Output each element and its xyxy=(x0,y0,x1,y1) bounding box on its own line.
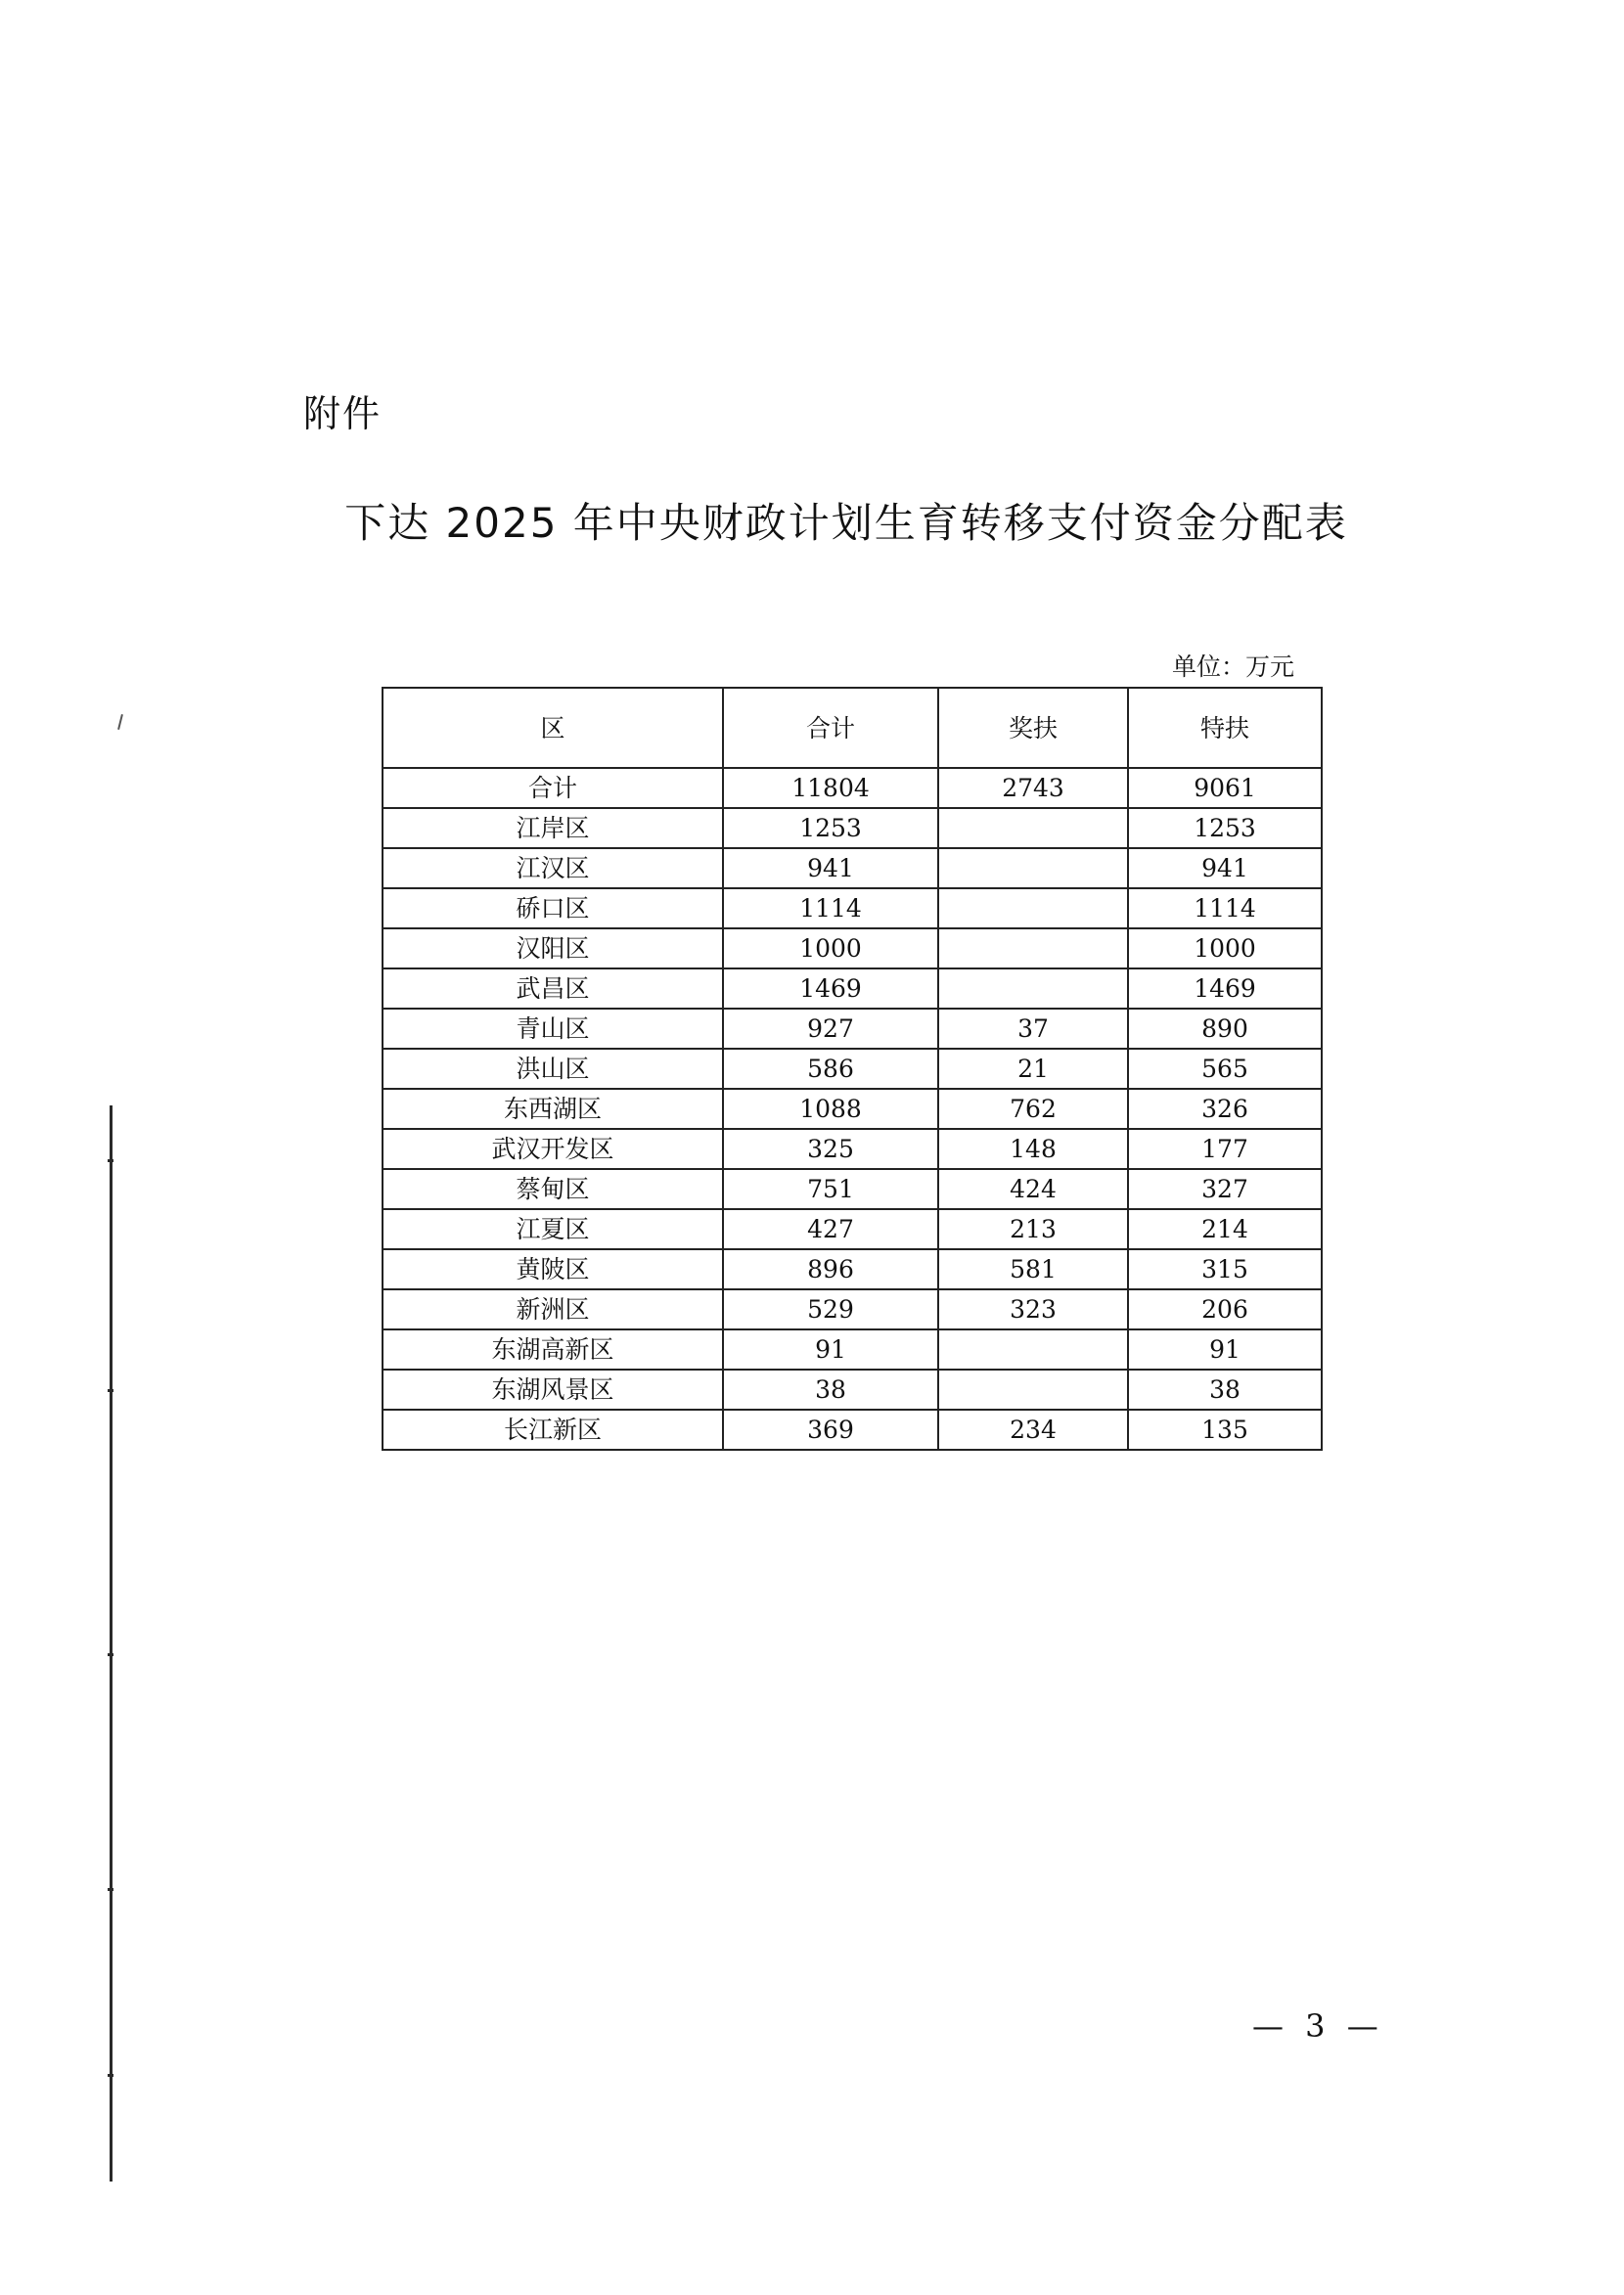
cell-district: 武昌区 xyxy=(383,968,723,1009)
table-row xyxy=(383,1249,1322,1289)
cell-special-support: 38 xyxy=(1128,1370,1322,1410)
table-row xyxy=(383,1289,1322,1329)
cell-district: 黄陂区 xyxy=(383,1249,723,1289)
cell-special-support: 327 xyxy=(1128,1169,1322,1209)
cell-reward-support xyxy=(938,808,1128,848)
cell-total: 91 xyxy=(723,1329,938,1370)
cell-special-support: 9061 xyxy=(1128,768,1322,808)
table-row xyxy=(383,1329,1322,1370)
cell-special-support: 1000 xyxy=(1128,928,1322,968)
table-row xyxy=(383,888,1322,928)
cell-special-support: 177 xyxy=(1128,1129,1322,1169)
cell-total: 586 xyxy=(723,1049,938,1089)
scan-mark xyxy=(117,714,123,730)
cell-special-support: 1253 xyxy=(1128,808,1322,848)
cell-reward-support xyxy=(938,928,1128,968)
cell-total: 529 xyxy=(723,1289,938,1329)
cell-district: 蔡甸区 xyxy=(383,1169,723,1209)
cell-total: 941 xyxy=(723,848,938,888)
cell-total: 427 xyxy=(723,1209,938,1249)
table-row xyxy=(383,848,1322,888)
table-row xyxy=(383,808,1322,848)
cell-special-support: 941 xyxy=(1128,848,1322,888)
cell-district: 江岸区 xyxy=(383,808,723,848)
cell-total: 1000 xyxy=(723,928,938,968)
cell-reward-support xyxy=(938,888,1128,928)
column-header-special-support: 特扶 xyxy=(1128,688,1322,768)
cell-total: 1253 xyxy=(723,808,938,848)
binding-tick-mark xyxy=(108,1653,113,1656)
cell-special-support: 315 xyxy=(1128,1249,1322,1289)
cell-district: 东湖风景区 xyxy=(383,1370,723,1410)
cell-reward-support: 323 xyxy=(938,1289,1128,1329)
table-row xyxy=(383,1089,1322,1129)
cell-district: 硚口区 xyxy=(383,888,723,928)
cell-special-support: 890 xyxy=(1128,1009,1322,1049)
cell-district: 新洲区 xyxy=(383,1289,723,1329)
table-row xyxy=(383,1370,1322,1410)
cell-district: 东湖高新区 xyxy=(383,1329,723,1370)
cell-district: 江夏区 xyxy=(383,1209,723,1249)
cell-reward-support: 213 xyxy=(938,1209,1128,1249)
table-row-total xyxy=(383,768,1322,808)
cell-reward-support: 2743 xyxy=(938,768,1128,808)
cell-district: 洪山区 xyxy=(383,1049,723,1089)
cell-total: 1114 xyxy=(723,888,938,928)
unit-label: 单位：万元 xyxy=(1172,652,1295,681)
cell-reward-support: 148 xyxy=(938,1129,1128,1169)
cell-special-support: 1469 xyxy=(1128,968,1322,1009)
cell-special-support: 326 xyxy=(1128,1089,1322,1129)
cell-district: 合计 xyxy=(383,768,723,808)
cell-special-support: 565 xyxy=(1128,1049,1322,1089)
cell-district: 青山区 xyxy=(383,1009,723,1049)
cell-special-support: 1114 xyxy=(1128,888,1322,928)
cell-total: 369 xyxy=(723,1410,938,1450)
cell-total: 751 xyxy=(723,1169,938,1209)
table-body xyxy=(383,768,1322,1450)
cell-reward-support: 581 xyxy=(938,1249,1128,1289)
attachment-label: 附件 xyxy=(303,392,383,435)
cell-total: 1088 xyxy=(723,1089,938,1129)
table-header-row xyxy=(383,688,1322,768)
table-row xyxy=(383,928,1322,968)
table-row xyxy=(383,1009,1322,1049)
table-row xyxy=(383,1049,1322,1089)
cell-reward-support: 762 xyxy=(938,1089,1128,1129)
cell-special-support: 206 xyxy=(1128,1289,1322,1329)
table-row xyxy=(383,1169,1322,1209)
cell-special-support: 91 xyxy=(1128,1329,1322,1370)
table-row xyxy=(383,968,1322,1009)
cell-special-support: 135 xyxy=(1128,1410,1322,1450)
cell-special-support: 214 xyxy=(1128,1209,1322,1249)
column-header-reward-support: 奖扶 xyxy=(938,688,1128,768)
cell-total: 927 xyxy=(723,1009,938,1049)
document-title: 下达 2025 年中央财政计划生育转移支付资金分配表 xyxy=(344,499,1348,547)
cell-total: 896 xyxy=(723,1249,938,1289)
cell-district: 东西湖区 xyxy=(383,1089,723,1129)
binding-edge-line xyxy=(110,1105,113,2182)
page-number: — 3 — xyxy=(1252,2007,1384,2045)
cell-reward-support xyxy=(938,848,1128,888)
column-header-district: 区 xyxy=(383,688,723,768)
cell-total: 38 xyxy=(723,1370,938,1410)
cell-district: 武汉开发区 xyxy=(383,1129,723,1169)
cell-district: 江汉区 xyxy=(383,848,723,888)
table-row xyxy=(383,1209,1322,1249)
binding-tick-mark xyxy=(108,2074,113,2077)
cell-total: 11804 xyxy=(723,768,938,808)
cell-district: 汉阳区 xyxy=(383,928,723,968)
cell-reward-support: 424 xyxy=(938,1169,1128,1209)
allocation-table xyxy=(382,687,1323,1451)
binding-tick-mark xyxy=(108,1888,113,1891)
cell-district: 长江新区 xyxy=(383,1410,723,1450)
table-row xyxy=(383,1410,1322,1450)
binding-tick-mark xyxy=(108,1389,113,1392)
table-row xyxy=(383,1129,1322,1169)
column-header-total: 合计 xyxy=(723,688,938,768)
cell-total: 325 xyxy=(723,1129,938,1169)
binding-tick-mark xyxy=(108,1159,113,1162)
cell-reward-support xyxy=(938,968,1128,1009)
cell-reward-support xyxy=(938,1329,1128,1370)
cell-reward-support: 234 xyxy=(938,1410,1128,1450)
cell-reward-support: 37 xyxy=(938,1009,1128,1049)
cell-total: 1469 xyxy=(723,968,938,1009)
cell-reward-support: 21 xyxy=(938,1049,1128,1089)
cell-reward-support xyxy=(938,1370,1128,1410)
